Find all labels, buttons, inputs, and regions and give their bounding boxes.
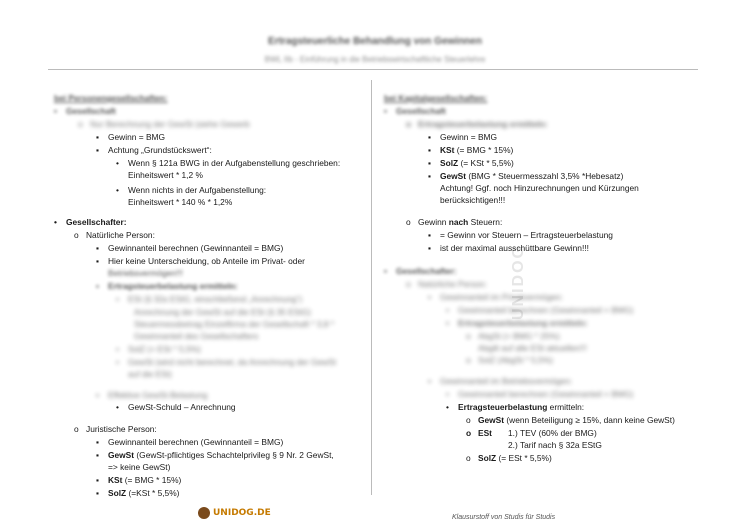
header-divider <box>48 69 698 70</box>
solz-label: SolZ <box>440 158 459 168</box>
right-solz-abg: o SolZ (AbgSt * 5,5%) <box>478 354 553 366</box>
right-solz-o <box>478 452 552 464</box>
right-privat-sub: • Gewinnanteil berechnen (Gewinnanteil = BMG) <box>458 304 633 316</box>
footer-text: Klausurstoff von Studis für Studis <box>452 514 556 521</box>
kst-text: (= BMG * 15%) <box>454 145 514 155</box>
left-gewinn-bmg: ▪ Gewinn = BMG <box>108 131 165 143</box>
logo-text: UNIDOG.DE <box>213 508 271 518</box>
solz-label: SolZ <box>108 488 127 498</box>
ertrag3-text: ermitteln: <box>547 402 585 412</box>
right-gewinn-bmg: ▪ Gewinn = BMG <box>440 131 497 143</box>
gewst-text: (BMG * Steuermesszahl 3,5% *Hebesatz) <box>466 171 624 181</box>
dog-icon <box>198 507 210 519</box>
left-natuerliche-person: o Natürliche Person: <box>86 229 155 241</box>
solz-text: (= KSt * 5,5%) <box>458 158 514 168</box>
gewinn-nach-a: Gewinn <box>418 217 449 227</box>
left-gesellschafter: • Gesellschafter: <box>66 216 127 228</box>
solz-text: (=KSt * 5,5%) <box>126 488 180 498</box>
right-gesellschafter: • Gesellschafter: <box>396 265 457 277</box>
right-privat: ▪ Gewinnanteil im Privatvermögen: <box>440 291 563 303</box>
page-subtitle: BWL IIb - Einführung in die Betriebswirtschaftliche Steuerlehre <box>264 55 486 64</box>
right-natuerliche-person: o Natürliche Person: <box>418 278 487 290</box>
left-wenn2-b: Einheitswert * 140 % * 1,2% <box>128 197 233 207</box>
right-tarif: 2.) Tarif nach § 32a EStG <box>508 440 602 450</box>
left-wenn1-b: Einheitswert * 1,2 % <box>128 170 203 180</box>
left-gewst-schuld: • GewSt-Schuld – Anrechnung <box>128 401 236 413</box>
right-betrieb-sub: • Gewinnanteil berechnen (Gewinnanteil = BMG) <box>458 388 633 400</box>
left-gesellschaft-sub: o Nur Berechnung der GewSt (siehe Gewerb <box>90 118 250 130</box>
right-ertrag2: • Ertragsteuerbelastung ermitteln: <box>458 317 588 329</box>
left-gewinnanteil-jur: ▪ Gewinnanteil berechnen (Gewinnanteil = BMG) <box>108 436 283 448</box>
left-est: • ESt (§ 32a EStG, einschließend „Anrechnung“) <box>128 293 302 305</box>
watermark: UNIDOG <box>510 244 527 320</box>
column-divider <box>371 80 372 495</box>
gewinn-nach-c: Steuern: <box>468 217 503 227</box>
left-wenn2-a: • Wenn nichts in der Aufgabenstellung: <box>128 184 266 196</box>
left-heading: bei Personengesellschaften: <box>54 93 168 103</box>
left-gewst-a: • GewSt (wird nicht berechnet, da Anrechnung der GewSt <box>128 356 336 368</box>
right-achtung-b: berücksichtigen!!! <box>440 195 506 205</box>
gewst-label: GewSt <box>440 171 467 181</box>
solz-o-label: SolZ <box>478 453 497 463</box>
left-hier-a: ▪ Hier keine Unterscheidung, ob Anteile im Privat- oder <box>108 255 305 267</box>
left-solz-jur <box>108 487 179 499</box>
left-hier-b: Betriebsvermögen!!! <box>108 268 183 278</box>
right-tev: 1.) TEV (60% der BMG) <box>508 428 597 438</box>
right-betrieb: ▪ Gewinnanteil im Betriebsvermögen: <box>440 375 572 387</box>
gewst-jur-text: (GewSt-pflichtiges Schachtelprivileg § 9 Nr. 2 GewSt, <box>134 450 334 460</box>
page-title: Ertragsteuerliche Behandlung von Gewinnen <box>268 36 482 47</box>
right-abgst: o AbgSt (= BMG * 25%) <box>478 330 560 342</box>
left-solz: • SolZ (= ESt * 5,5%) <box>128 343 201 355</box>
left-gewst-jur-b: => keine GewSt) <box>108 462 171 472</box>
gewinn-nach-b: nach <box>448 217 469 227</box>
right-solz <box>440 157 514 169</box>
unidog-logo[interactable] <box>198 507 271 519</box>
left-achtung: ▪ Achtung „Grundstückswert“: <box>108 144 212 156</box>
kst-text: (= BMG * 15%) <box>122 475 182 485</box>
right-heading: bei Kapitalgesellschaften: <box>384 93 488 103</box>
left-juristische-person: o Juristische Person: <box>86 423 157 435</box>
right-ertrag3 <box>458 401 584 413</box>
right-kst <box>440 144 513 156</box>
kst-label: KSt <box>108 475 123 485</box>
left-wenn1-a: • Wenn § 121a BWG in der Aufgabenstellung geschrieben: <box>128 157 340 169</box>
left-anrechnung-b: Steuermessbetrag Einzelfirma der Gesellschaft * 3,8 * <box>134 319 335 329</box>
left-effektiv: ▪ Effektive GewSt-Belastung <box>108 389 207 401</box>
left-anrechnung-a: Anrechnung der GewSt auf die ESt (§ 35 EStG) <box>134 307 311 317</box>
right-gewst-o <box>478 414 675 426</box>
gewst-o-text: (wenn Beteiligung ≥ 15%, dann keine GewSt) <box>504 415 675 425</box>
left-anrechnung-c: Gewinnanteil des Gesellschafters <box>134 331 259 341</box>
right-ertrag: o Ertragsteuerbelastung ermitteln: <box>418 118 548 130</box>
right-est-label: o ESt <box>478 427 492 439</box>
left-gewst-b: auf die ESt) <box>128 369 172 379</box>
right-abgst-sub: Abgilt auf alle ESt aktuellen!!! <box>478 343 587 353</box>
left-gesellschaft: • Gesellschaft <box>66 105 116 117</box>
left-gewinnanteil: ▪ Gewinnanteil berechnen (Gewinnanteil = BMG) <box>108 242 283 254</box>
gewst-label: GewSt <box>108 450 135 460</box>
right-achtung-a: Achtung! Ggf. noch Hinzurechnungen und Kürzungen <box>440 183 639 193</box>
right-gesellschaft: • Gesellschaft <box>396 105 446 117</box>
left-kst <box>108 474 181 486</box>
right-gewst <box>440 170 623 182</box>
left-gewst-jur <box>108 449 334 461</box>
gewst-o-label: GewSt <box>478 415 505 425</box>
ertrag3-label: Ertragsteuerbelastung <box>458 402 548 412</box>
kst-label: KSt <box>440 145 455 155</box>
left-ertrag: ▪ Ertragsteuerbelastung ermitteln: <box>108 280 238 292</box>
right-max: ▪ ist der maximal ausschüttbare Gewinn!!! <box>440 242 589 254</box>
solz-o-text: (= ESt * 5,5%) <box>496 453 552 463</box>
right-gewinn-nach-steuern <box>418 216 502 228</box>
right-vor-steuern: ▪ = Gewinn vor Steuern – Ertragsteuerbelastung <box>440 229 613 241</box>
